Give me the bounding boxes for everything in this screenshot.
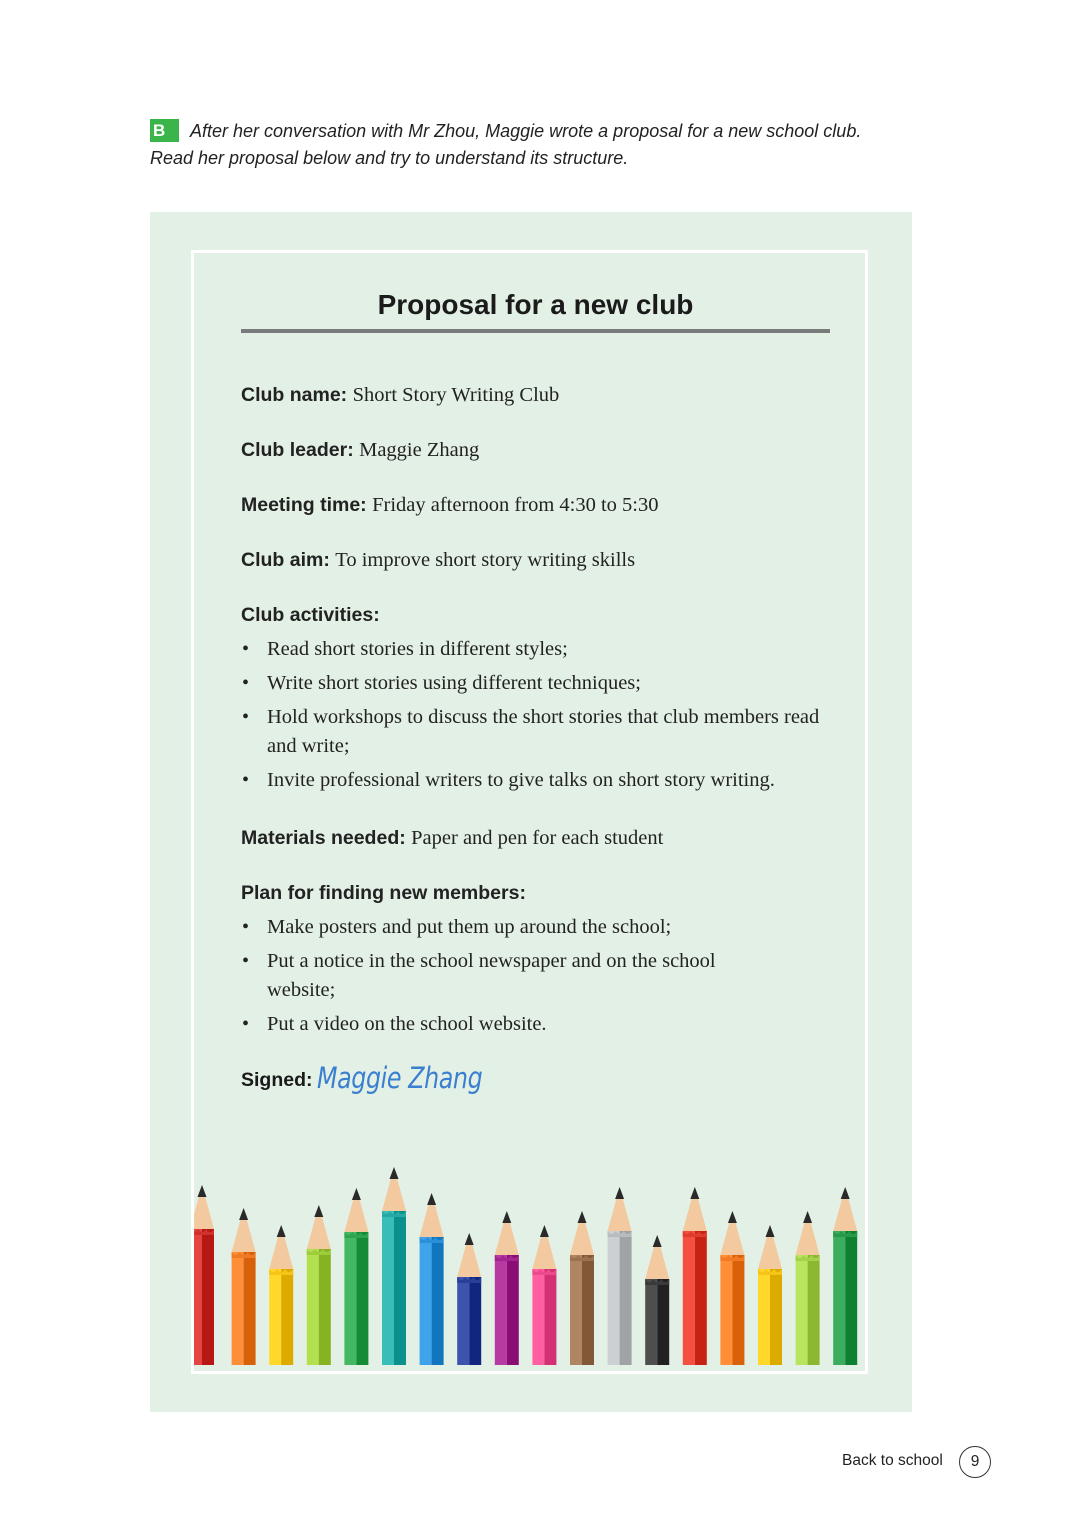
activities-list: [241, 635, 841, 800]
pencil: [269, 1225, 293, 1365]
meeting-time-label: Meeting time:: [241, 494, 367, 516]
section-badge: B: [150, 119, 179, 142]
meeting-time-field: [241, 490, 659, 520]
pencil: [758, 1225, 782, 1365]
pencil: [796, 1211, 820, 1365]
materials-field: [241, 823, 663, 853]
club-leader-field: [241, 435, 479, 465]
pencil: [608, 1187, 632, 1365]
instruction-line-2: Read her proposal below and try to understand its structure.: [150, 148, 629, 168]
page-number: 9: [959, 1446, 991, 1478]
pencil: [420, 1193, 444, 1365]
list-item: • Put a video on the school website.: [242, 1013, 547, 1035]
activities-heading: Club activities:: [241, 604, 380, 626]
pencil: [833, 1187, 857, 1365]
pencil: [344, 1188, 368, 1365]
pencil: [720, 1211, 744, 1365]
signature: Maggie Zhang: [316, 1061, 483, 1095]
meeting-time-value: Friday afternoon from 4:30 to 5:30: [372, 494, 659, 516]
club-aim-field: [241, 545, 635, 575]
title-underline: [241, 329, 830, 333]
plan-heading: Plan for finding new members:: [241, 882, 526, 904]
club-name-field: [241, 380, 559, 410]
club-aim-value: To improve short story writing skills: [335, 549, 636, 571]
list-item: • Read short stories in different styles;: [242, 638, 568, 660]
proposal-card: [191, 250, 868, 1374]
club-name-label: Club name:: [241, 384, 348, 406]
pencil: [645, 1235, 669, 1365]
list-item: • Hold workshops to discuss the short stories that club members read and write;: [242, 706, 820, 757]
signed-label: Signed:: [241, 1069, 313, 1091]
list-item: • Put a notice in the school newspaper and on the school website;: [242, 950, 716, 1001]
pencil: [683, 1187, 707, 1365]
pencil: [232, 1208, 256, 1365]
pencil: [194, 1185, 214, 1365]
pencil: [570, 1211, 594, 1365]
list-item: • Write short stories using different techniques;: [242, 672, 641, 694]
materials-label: Materials needed:: [241, 827, 406, 849]
pencil: [307, 1205, 331, 1365]
pencil: [532, 1225, 556, 1365]
proposal-background: [150, 212, 912, 1412]
list-item: • Make posters and put them up around the school;: [242, 916, 672, 938]
plan-list: [241, 913, 841, 1044]
pencils-illustration: [194, 1153, 865, 1373]
club-aim-label: Club aim:: [241, 549, 330, 571]
pencil: [382, 1167, 406, 1365]
materials-value: Paper and pen for each student: [411, 827, 664, 849]
proposal-title: Proposal for a new club: [377, 289, 694, 320]
footer-section-title: Back to school: [842, 1452, 943, 1469]
list-item: • Invite professional writers to give talks on short story writing.: [242, 769, 775, 791]
club-leader-value: Maggie Zhang: [359, 439, 480, 461]
instruction: [150, 118, 950, 172]
pencil: [457, 1233, 481, 1365]
club-leader-label: Club leader:: [241, 439, 354, 461]
instruction-line-1: After her conversation with Mr Zhou, Maggie wrote a proposal for a new school club.: [190, 121, 862, 141]
pencil: [495, 1211, 519, 1365]
club-name-value: Short Story Writing Club: [352, 384, 560, 406]
signed-field: [241, 1061, 518, 1095]
